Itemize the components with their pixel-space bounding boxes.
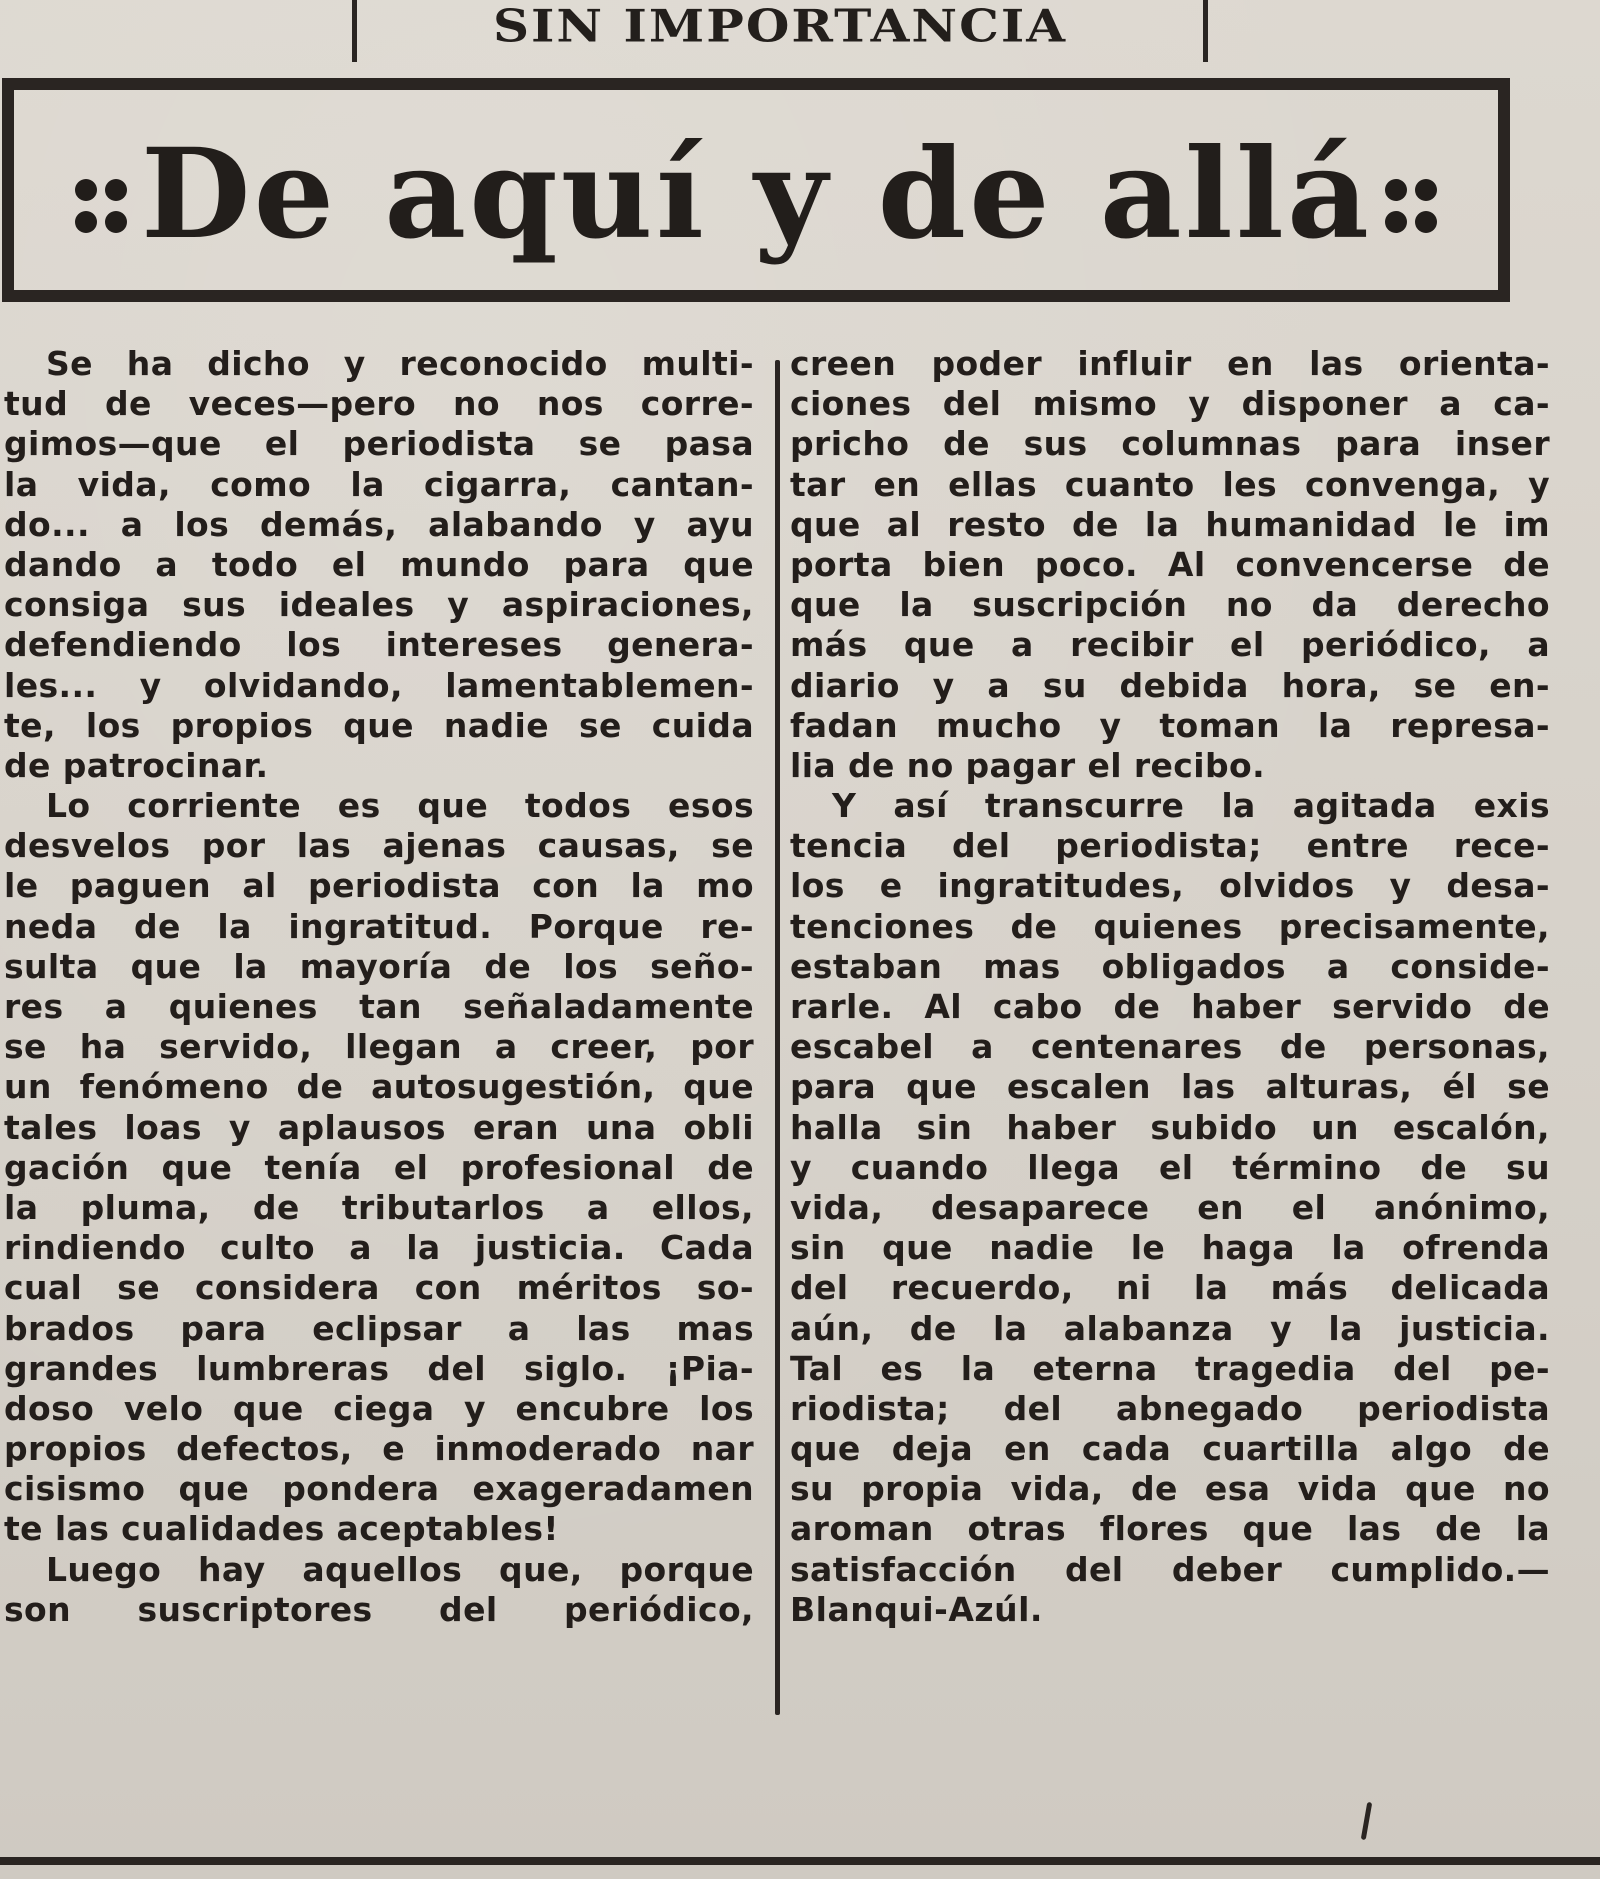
text-line: Luego hay aquellos que, porque	[46, 1549, 754, 1589]
text-line: pricho de sus columnas para inser	[790, 424, 1550, 464]
text-line: que deja en cada cuartilla algo de	[790, 1429, 1550, 1469]
text-line: res a quienes tan señaladamente	[4, 987, 754, 1026]
ink-mark	[1361, 1802, 1373, 1840]
text-line: satisfacción del deber cumplido.—	[790, 1549, 1550, 1589]
text-line: lia de no pagar el recibo.	[790, 745, 1266, 785]
text-line: escabel a centenares de personas,	[790, 1027, 1550, 1067]
headline-row	[14, 110, 1498, 280]
section-header-box	[352, 0, 1208, 62]
text-line: sin que nadie le haga la ofrenda	[790, 1228, 1550, 1268]
text-line: la vida, como la cigarra, cantan-	[4, 464, 754, 504]
text-line: y cuando llega el término de su	[790, 1147, 1550, 1187]
text-line: para que escalen las alturas, él se	[790, 1067, 1550, 1107]
text-line: le paguen al periodista con la mo	[4, 866, 754, 906]
bottom-rule	[0, 1857, 1600, 1865]
text-line: tencia del periodista; entre rece-	[790, 826, 1550, 866]
text-line: Lo corriente es que todos esos	[46, 786, 754, 826]
text-line: tales loas y aplausos eran una obli	[4, 1107, 754, 1147]
text-line: neda de la ingratitud. Porque re-	[4, 906, 754, 946]
text-line: cual se considera con méritos so-	[4, 1268, 754, 1308]
text-line: brados para eclipsar a las mas	[4, 1308, 754, 1348]
text-line: rarle. Al cabo de haber servido de	[790, 987, 1550, 1026]
headline-title: De aquí y de allá	[140, 122, 1372, 267]
ornament-dots-right-icon	[1385, 179, 1437, 233]
text-line: creen poder influir en las orienta-	[790, 344, 1550, 383]
text-line: tar en ellas cuanto les convenga, y	[790, 464, 1550, 504]
text-line: doso velo que ciega y encubre los	[4, 1388, 754, 1428]
text-line: más que a recibir el periódico, a	[790, 625, 1550, 665]
text-line: la pluma, de tributarlos a ellos,	[4, 1187, 754, 1227]
author-signature: Blanqui-Azúl.	[790, 1589, 1043, 1629]
text-line: les... y olvidando, lamentablemen-	[4, 665, 754, 705]
text-line: halla sin haber subido un escalón,	[790, 1107, 1550, 1147]
text-line: fadan mucho y toman la represa-	[790, 705, 1550, 745]
text-line: sulta que la mayoría de los seño-	[4, 946, 754, 986]
text-line: Tal es la eterna tragedia del pe-	[790, 1348, 1550, 1388]
text-line: te las cualidades aceptables!	[4, 1509, 559, 1549]
text-line: Y así transcurre la agitada exis	[832, 786, 1550, 826]
text-line: aroman otras flores que las de la	[790, 1509, 1550, 1549]
text-line: dando a todo el mundo para que	[4, 544, 754, 584]
text-line: gación que tenía el profesional de	[4, 1147, 754, 1187]
text-line: riodista; del abnegado periodista	[790, 1388, 1550, 1428]
section-label: SIN IMPORTANCIA	[492, 0, 1068, 53]
text-line: Se ha dicho y reconocido multi-	[46, 344, 754, 383]
text-line: diario y a su debida hora, se en-	[790, 665, 1550, 705]
text-line: un fenómeno de autosugestión, que	[4, 1067, 754, 1107]
text-line: son suscriptores del periódico,	[4, 1589, 754, 1629]
text-line: tud de veces—pero no nos corre-	[4, 384, 754, 424]
text-line: su propia vida, de esa vida que no	[790, 1469, 1550, 1509]
text-line: vida, desaparece en el anónimo,	[790, 1187, 1550, 1227]
text-line: cisismo que pondera exageradamen	[4, 1469, 754, 1509]
text-line: ciones del mismo y disponer a ca-	[790, 384, 1550, 424]
text-line: estaban mas obligados a conside-	[790, 946, 1550, 986]
text-line: que la suscripción no da derecho	[790, 585, 1550, 625]
text-line: grandes lumbreras del siglo. ¡Pia-	[4, 1348, 754, 1388]
text-line: porta bien poco. Al convencerse de	[790, 544, 1550, 584]
text-line: te, los propios que nadie se cuida	[4, 705, 754, 745]
text-line: desvelos por las ajenas causas, se	[4, 826, 754, 866]
text-line: propios defectos, e inmoderado nar	[4, 1429, 754, 1469]
text-line: consiga sus ideales y aspiraciones,	[4, 585, 754, 625]
headline-box	[2, 78, 1510, 302]
text-line: de patrocinar.	[4, 745, 269, 785]
text-line: los e ingratitudes, olvidos y desa-	[790, 866, 1550, 906]
ornament-dots-left-icon	[75, 179, 127, 233]
text-line: defendiendo los intereses genera-	[4, 625, 754, 665]
text-line: rindiendo culto a la justicia. Cada	[4, 1228, 754, 1268]
column-divider	[775, 360, 780, 1715]
text-line: aún, de la alabanza y la justicia.	[790, 1308, 1550, 1348]
text-line: do... a los demás, alabando y ayu	[4, 504, 754, 544]
text-line: gimos—que el periodista se pasa	[4, 424, 754, 464]
text-line: que al resto de la humanidad le im	[790, 504, 1550, 544]
text-line: tenciones de quienes precisamente,	[790, 906, 1550, 946]
text-line: del recuerdo, ni la más delicada	[790, 1268, 1550, 1308]
article-column-right	[790, 344, 1550, 1630]
article-column-left	[4, 344, 754, 1630]
text-line: se ha servido, llegan a creer, por	[4, 1027, 754, 1067]
